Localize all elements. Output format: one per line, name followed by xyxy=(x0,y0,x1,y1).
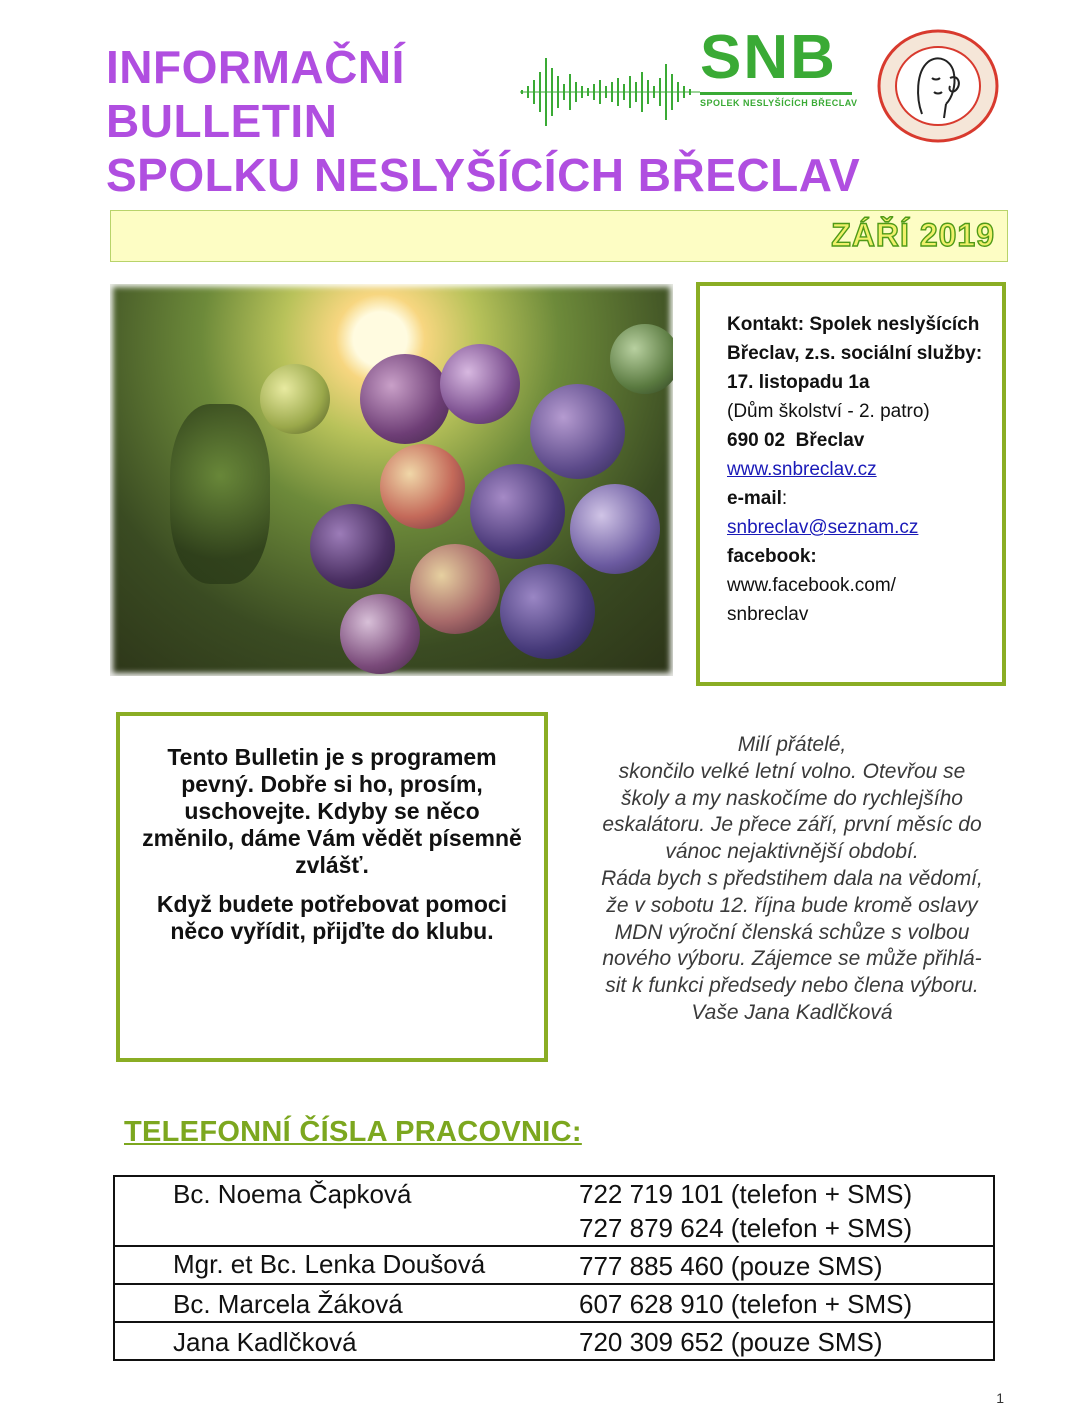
cmjn-seal-logo xyxy=(876,28,1000,144)
worker-numbers xyxy=(563,1322,994,1360)
worker-name: Mgr. et Bc. Lenka Doušová xyxy=(114,1246,563,1284)
title-line-2: BULLETIN xyxy=(106,95,338,147)
email-colon: : xyxy=(781,488,788,509)
contact-street: 17. listopadu 1a xyxy=(727,372,870,393)
phone-number: 722 719 101 (telefon + SMS) xyxy=(579,1179,913,1209)
worker-name: Bc. Marcela Žáková xyxy=(114,1284,563,1322)
snb-logo-subtitle: SPOLEK NESLYŠÍCÍCH BŘECLAV xyxy=(700,98,858,108)
issue-date: ZÁŘÍ 2019 xyxy=(831,217,995,253)
page-number: 1 xyxy=(996,1390,1004,1406)
contact-building: (Dům školství - 2. patro) xyxy=(727,401,930,422)
facebook-url-line-2: snbreclav xyxy=(727,604,809,625)
phone-number: 727 879 624 (telefon + SMS) xyxy=(579,1213,913,1243)
snb-logo xyxy=(520,23,860,128)
notice-paragraph-2: Když budete potřebovat pomoci něco vyřídit, přijďte do klubu. xyxy=(156,891,508,944)
contact-city: 690 02 Břeclav xyxy=(727,430,865,451)
notice-paragraph-1: Tento Bulletin je s programem pevný. Dobře si ho, prosím, uschovejte. Kdyby se něco změnilo, dáme Vám vědět písemně zvlášť. xyxy=(142,744,522,878)
letter-line: MDN výroční členská schůze s volbou xyxy=(614,920,970,944)
contact-box xyxy=(696,282,1006,686)
letter-line: školy a my naskočíme do rychlejšího xyxy=(621,786,963,810)
letter-text xyxy=(572,732,1012,1027)
letter-signature: Vaše Jana Kadlčková xyxy=(691,1000,893,1024)
phone-number: 607 628 910 (telefon + SMS) xyxy=(579,1289,913,1319)
snb-logo-text: SNB xyxy=(700,23,837,92)
letter-line: skončilo velké letní volno. Otevřou se xyxy=(618,759,966,783)
table-row xyxy=(114,1284,994,1322)
notice-box xyxy=(116,712,548,1062)
email-label: e-mail xyxy=(727,488,782,509)
website-link[interactable]: www.snbreclav.cz xyxy=(727,459,877,480)
table-row xyxy=(114,1176,994,1246)
snb-logo-underline xyxy=(700,92,852,95)
title-line-3: SPOLKU NESLYŠÍCÍCH BŘECLAV xyxy=(106,149,861,201)
worker-numbers xyxy=(563,1284,994,1322)
table-row xyxy=(114,1322,994,1360)
table-row xyxy=(114,1246,994,1284)
worker-name: Jana Kadlčková xyxy=(114,1322,563,1360)
letter-line: že v sobotu 12. října bude kromě oslavy xyxy=(606,893,978,917)
email-link[interactable]: snbreclav@seznam.cz xyxy=(727,517,919,538)
worker-numbers xyxy=(563,1176,994,1246)
letter-line: vánoc nejaktivnější období. xyxy=(665,840,919,864)
letter-line: sit k funkci předsedy nebo člena výboru. xyxy=(605,974,979,998)
title-line-1: INFORMAČNÍ xyxy=(106,41,405,93)
contact-heading: Kontakt: Spolek neslyšících Břeclav, z.s. sociální služby: xyxy=(727,314,983,364)
letter-line: Milí přátelé, xyxy=(737,733,847,756)
sound-wave-icon xyxy=(520,28,700,128)
worker-name: Bc. Noema Čapková xyxy=(114,1176,563,1246)
phone-number: 777 885 460 (pouze SMS) xyxy=(579,1251,883,1281)
phones-heading: TELEFONNÍ ČÍSLA PRACOVNIC: xyxy=(124,1116,582,1148)
letter-line: nového výboru. Zájemce se může přihlá- xyxy=(602,947,982,971)
date-banner xyxy=(110,210,1008,262)
grapes-photo xyxy=(110,284,673,676)
facebook-url-line-1: www.facebook.com/ xyxy=(727,575,896,596)
letter-line: eskalátoru. Je přece září, první měsíc do xyxy=(602,813,982,837)
phone-number: 720 309 652 (pouze SMS) xyxy=(579,1327,883,1357)
phone-table xyxy=(113,1175,995,1361)
letter-line: Ráda bych s předstihem dala na vědomí, xyxy=(601,866,983,890)
facebook-label: facebook: xyxy=(727,546,817,567)
worker-numbers xyxy=(563,1246,994,1284)
